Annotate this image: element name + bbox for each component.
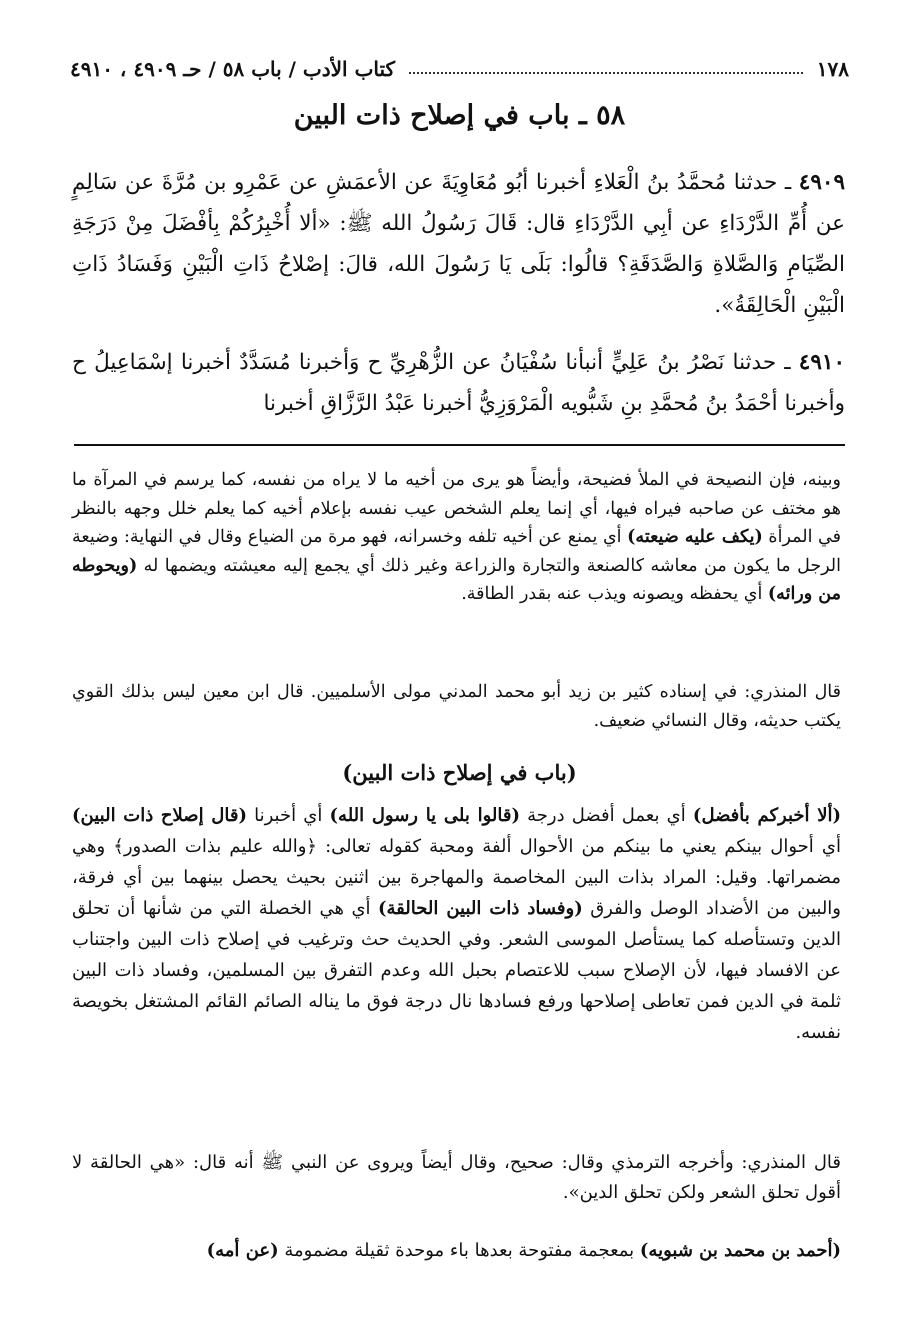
chapter-title: ٥٨ ـ باب في إصلاح ذات البين	[293, 100, 626, 131]
commentary-lemma: (ويحوطه من ورائه)	[72, 555, 841, 604]
commentary-text: أي أخبرنا	[246, 805, 330, 826]
commentary-text: أي بعمل أفضل درجة	[519, 805, 693, 826]
commentary-text: بمعجمة مفتوحة بعدها باء موحدة ثقيلة مضمومة	[278, 1240, 640, 1261]
hadith-text: ـ حدثنا نَصْرُ بنُ عَلِيٍّ أنبأنا سُفْيَانُ عن الزُّهْرِيِّ ح وَأخبرنا مُسَدَّدٌ أخبرنا إسْمَاعِيلُ ح وأخبرنا أحْمَدُ بنُ مُحمَّدِ بنِ شَبُّويه الْمَرْوَزِيُّ أخبرنا عَبْدُ الرَّزَّاقِ أخبرنا	[72, 350, 845, 416]
commentary-text: أي أحوال بينكم يعني ما بينكم من الأحوال ألفة ومحبة كقوله تعالى: ﴿والله عليم بذات الصدور﴾ وهي مضمراتها. وقيل: المراد بذات البين المخاصمة والمهاجرة بين اثنين بحيث يحصل بينهما بين أي فرقة، والبين من الأضداد الوصل والفرق	[72, 836, 841, 919]
commentary-text: أي هي الخصلة التي من شأنها أن تحلق الدين وتستأصله كما يستأصل الموسى الشعر. وفي الحديث حث وترغيب في إصلاح ذات البين واجتناب عن الافساد فيها، لأن الإصلاح سبب للاعتصام بحبل الله وعدم التفرق بين المسلمين، وفساد ذات البين ثلمة في الدين فمن تعاطى إصلاحها ورفع فسادها نال درجة فوق ما يناله الصائم القائم المشتغل بخويصة نفسه.	[72, 898, 841, 1043]
commentary-lemma: (عن أمه)	[206, 1240, 279, 1261]
commentary-mundhiri-1: قال المنذري: في إسناده كثير بن زيد أبو محمد المدني مولى الأسلميين. قال ابن معين ليس بذلك القوي يكتب حديثه، وقال النسائي ضعيف.	[72, 682, 841, 731]
commentary-lemma: (أحمد بن محمد بن شبويه)	[639, 1240, 841, 1261]
commentary-text: أي يمنع عن أخيه تلفه وخسرانه، فهو مرة من الضياع وقال في النهاية: وضيعة الرجل ما يكون من معاشه كالصنعة والتجارة والزراعة وغير ذلك أي يجمع إليه معيشته ويضمها له	[72, 527, 841, 576]
commentary-lemma: (ألا أخبركم بأفضل)	[692, 805, 842, 826]
header-dot-leader	[409, 72, 803, 74]
page-number: ١٧٨	[816, 57, 849, 81]
commentary-paragraph-2	[72, 800, 841, 1048]
commentary-lemma: (قال إصلاح ذات البين)	[72, 805, 247, 826]
commentary-lemma: (يكف عليه ضيعته)	[627, 527, 763, 547]
commentary-paragraph-1	[72, 466, 841, 609]
footnote-divider	[74, 444, 845, 446]
commentary-text: وبينه، فإن النصيحة في الملأ فضيحة، وأيضاً هو يرى من أخيه ما لا يراه من نفسه، كما يرسم في المرآة ما هو مختف عن صاحبه فيراه فيها، أي إنما يعلم الشخص عيب نفسه بإعلام أخيه كما يعلم خلل وجهه بالنظر في المرأة	[72, 470, 841, 547]
commentary-lemma: (قالوا بلى يا رسول الله)	[329, 805, 520, 826]
hadith-number: ٤٩١٠	[798, 350, 845, 375]
hadith-text: ـ حدثنا مُحمَّدُ بنُ الْعَلاءِ أخبرنا أبُو مُعَاوِيَةَ عن الأعمَشِ عن عَمْرِو بن مُرَّةَ عن سَالِمٍ عن أُمِّ الدَّرْدَاءِ عن أبِي الدَّرْدَاءِ قال: قَالَ رَسُولُ الله ﷺ: «ألا أُخْبِرُكُمْ بِأفْضَلَ مِنْ دَرَجَةِ الصِّيَامِ وَالصَّلاةِ وَالصَّدَقَةِ؟ قالُوا: بَلَى يَا رَسُولَ الله، قالَ: إصْلاحُ ذَاتِ الْبَيْنِ وَفَسَادُ ذَاتِ الْبَيْنِ الْحَالِقَةُ».	[72, 170, 845, 318]
hadith-4909	[72, 162, 845, 326]
hadith-number: ٤٩٠٩	[798, 170, 845, 195]
commentary-paragraph-3	[72, 1236, 841, 1266]
commentary-mundhiri-2: قال المنذري: وأخرجه الترمذي وقال: صحيح، وقال أيضاً ويروى عن النبي ﷺ أنه قال: «هي الحالقة لا أقول تحلق الشعر ولكن تحلق الدين».	[72, 1152, 841, 1203]
page-header	[70, 52, 849, 86]
running-title: كتاب الأدب / باب ٥٨ / حـ ٤٩٠٩ ، ٤٩١٠	[70, 57, 396, 81]
commentary-subheading: (باب في إصلاح ذات البين)	[342, 760, 577, 785]
commentary-text: أي يحفظه ويصونه ويذب عنه بقدر الطاقة.	[461, 584, 768, 604]
hadith-4910	[72, 342, 845, 424]
commentary-lemma: (وفساد ذات البين الحالقة)	[378, 898, 583, 919]
